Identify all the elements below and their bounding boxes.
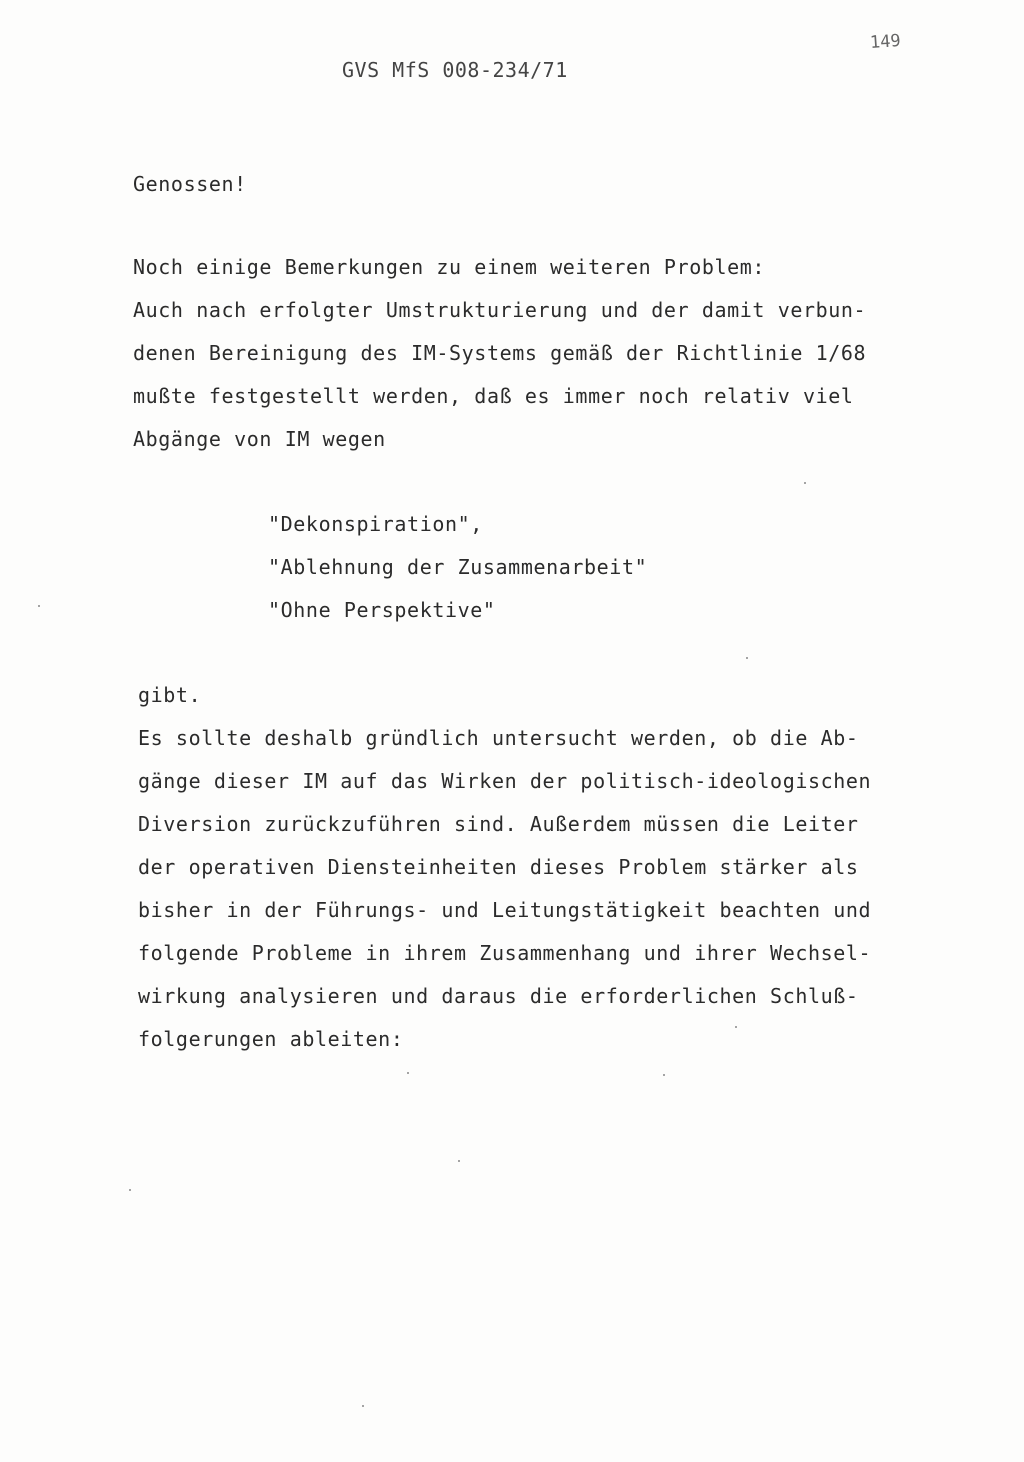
scan-speck [735,1026,737,1028]
scan-speck [38,605,40,607]
paragraph-line: gibt. [138,683,202,707]
scan-speck [407,1072,409,1074]
scan-speck [129,1189,131,1191]
scan-speck [746,657,748,659]
quote-item: "Dekonspiration", [268,512,483,536]
page-number: 149 [869,30,902,54]
paragraph-line: Diversion zurückzuführen sind. Außerdem müssen die Leiter [138,812,859,836]
paragraph-line: gänge dieser IM auf das Wirken der politisch-ideologischen [138,769,872,793]
paragraph-line: denen Bereinigung des IM-Systems gemäß der Richtlinie 1/68 [133,341,867,365]
paragraph-line: Abgänge von IM wegen [133,427,386,451]
scan-speck [663,1074,665,1076]
scan-speck [362,1405,364,1407]
quote-item: "Ablehnung der Zusammenarbeit" [268,555,648,579]
paragraph-line: Noch einige Bemerkungen zu einem weiteren Problem: [133,255,766,279]
paragraph-line: Auch nach erfolgter Umstrukturierung und der damit verbun- [133,298,867,322]
paragraph-line: der operativen Diensteinheiten dieses Problem stärker als [138,855,859,879]
paragraph-line: folgerungen ableiten: [138,1027,404,1051]
paragraph-line: wirkung analysieren und daraus die erforderlichen Schluß- [138,984,859,1008]
document-header: GVS MfS 008-234/71 [342,58,568,82]
salutation: Genossen! [133,172,247,196]
quote-item: "Ohne Perspektive" [268,598,496,622]
paragraph-line: bisher in der Führungs- und Leitungstätigkeit beachten und [138,898,872,922]
paragraph-line: folgende Probleme in ihrem Zusammenhang und ihrer Wechsel- [138,941,872,965]
paragraph-line: mußte festgestellt werden, daß es immer noch relativ viel [133,384,854,408]
paragraph-line: Es sollte deshalb gründlich untersucht werden, ob die Ab- [138,726,859,750]
scan-speck [804,482,806,484]
scan-speck [458,1160,460,1162]
